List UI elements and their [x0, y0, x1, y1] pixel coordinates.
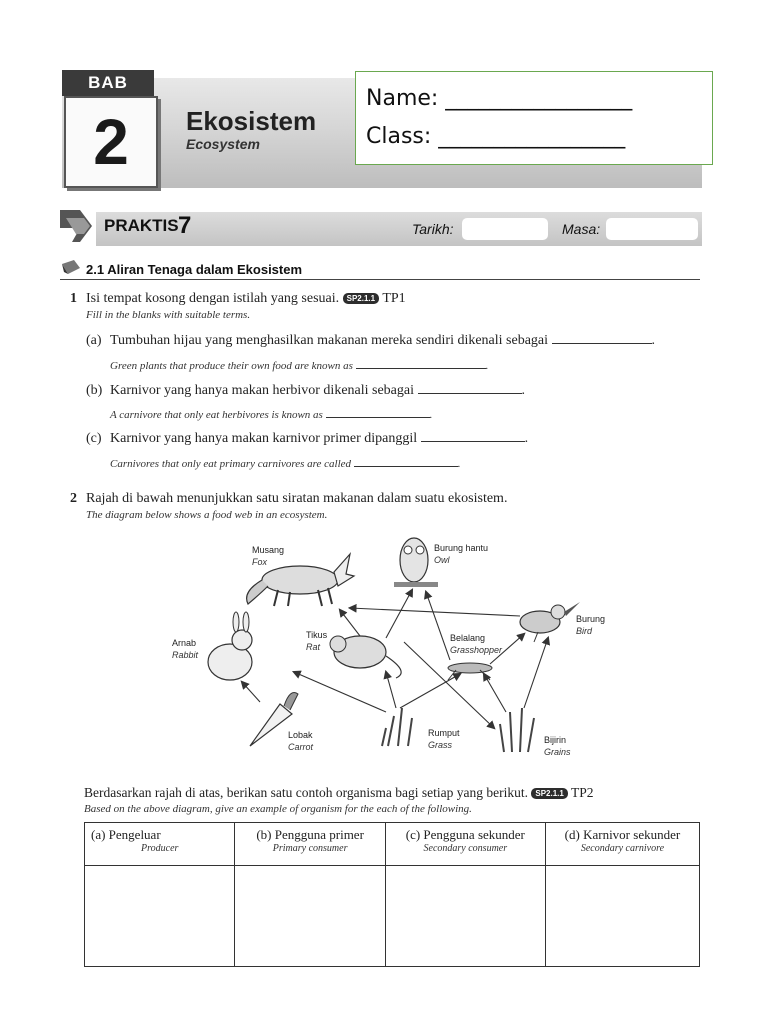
- q1b-text-en-line: A carnivore that only eat herbivores is known as .: [110, 409, 433, 421]
- q1a-text: Tumbuhan hijau yang menghasilkan makanan mereka sendiri dikenali sebagai .: [110, 333, 656, 348]
- header-secondary-consumer: (c) Pengguna sekunder: [405, 827, 525, 842]
- grains-illustration: [500, 708, 534, 752]
- q1a-text-en-line: Green plants that produce their own food are known as .: [110, 360, 489, 372]
- answer-cell-secondary-carnivore[interactable]: [545, 866, 699, 967]
- q1-instruction: [86, 291, 406, 307]
- header-secondary-consumer-en: Secondary consumer: [423, 843, 508, 854]
- answer-cell-primary-consumer[interactable]: [235, 866, 385, 967]
- fox-label: Musang: [252, 545, 285, 555]
- food-web-diagram: [150, 532, 600, 772]
- header-primary-consumer-en: Primary consumer: [272, 843, 348, 854]
- q1c-text: Karnivor yang hanya makan karnivor primer dipanggil .: [110, 431, 529, 446]
- q1b-text: Karnivor yang hanya makan herbivor dikenali sebagai .: [110, 383, 526, 398]
- q1-instruction-my: Isi tempat kosong dengan istilah yang sesuai.: [86, 291, 340, 306]
- q1c-text-en-line: Carnivores that only eat primary carnivores are called .: [110, 458, 461, 470]
- q1b-text-my: Karnivor yang hanya makan herbivor dikenali sebagai: [110, 383, 415, 398]
- fox-label-en: Fox: [252, 557, 268, 567]
- q1c-label: (c): [86, 431, 102, 446]
- q2-text-en: The diagram below shows a food web in an ecosystem.: [86, 509, 328, 521]
- class-field[interactable]: Class: _________________: [366, 124, 626, 149]
- section-divider: [60, 279, 700, 280]
- answer-cell-secondary-consumer[interactable]: [385, 866, 545, 967]
- pencil-icon: [60, 258, 82, 276]
- q1-badge: SP2.1.1: [343, 293, 379, 304]
- q2-text: Rajah di bawah menunjukkan satu siratan makanan dalam suatu ekosistem.: [86, 491, 508, 506]
- q1-tp: TP1: [382, 291, 406, 306]
- rabbit-label: Arnab: [172, 638, 197, 648]
- grass-illustration: [382, 708, 412, 746]
- owl-label-en: Owl: [434, 555, 450, 565]
- carrot-label: Lobak: [288, 730, 313, 740]
- carrot-label-en: Carrot: [288, 742, 314, 752]
- bird-illustration: [520, 602, 580, 642]
- q1c-blank[interactable]: [421, 440, 525, 442]
- grass-label: Rumput: [428, 728, 460, 738]
- owl-label: Burung hantu: [434, 543, 489, 553]
- q1c-text-en: Carnivores that only eat primary carnivores are called: [110, 458, 352, 470]
- q1-number: 1: [70, 291, 77, 306]
- section-title: 2.1 Aliran Tenaga dalam Ekosistem: [86, 262, 303, 277]
- rabbit-label-en: Rabbit: [172, 650, 199, 660]
- praktis-number: 7: [178, 212, 192, 239]
- date-field[interactable]: [462, 218, 548, 240]
- q2-followup: [84, 785, 593, 801]
- chapter-number-box: [64, 96, 158, 188]
- q2-followup-my: Berdasarkan rajah di atas, berikan satu contoh organisma bagi setiap yang berikut.: [84, 785, 528, 800]
- owl-illustration: [394, 538, 438, 587]
- rabbit-illustration: [208, 612, 252, 680]
- rat-label: Tikus: [306, 630, 328, 640]
- q1b-label: (b): [86, 383, 103, 398]
- q2-tp: TP2: [570, 785, 594, 800]
- grasshopper-label-en: Grasshopper: [450, 645, 503, 655]
- q1a-blank-en[interactable]: [356, 367, 486, 369]
- q1c-text-my: Karnivor yang hanya makan karnivor primer dipanggil: [110, 431, 418, 446]
- table-header-cell: [385, 823, 545, 866]
- q1c-blank-en[interactable]: [354, 465, 458, 467]
- grasshopper-label: Belalang: [450, 633, 486, 643]
- q1b-text-en: A carnivore that only eat herbivores is known as: [110, 409, 323, 421]
- table-header-cell: [85, 823, 235, 866]
- answer-cell-producer[interactable]: [85, 866, 235, 967]
- q1b-blank[interactable]: [418, 392, 522, 394]
- grass-label-en: Grass: [428, 740, 453, 750]
- q2-followup-en: Based on the above diagram, give an example of organism for the each of the following.: [84, 803, 472, 815]
- arrow-icon: [58, 206, 102, 246]
- chapter-bab-tab: BAB: [62, 70, 154, 96]
- header-primary-consumer: (b) Pengguna primer: [256, 827, 364, 842]
- q1a-text-my: Tumbuhan hijau yang menghasilkan makanan mereka sendiri dikenali sebagai: [110, 333, 549, 348]
- date-label: Tarikh:: [412, 221, 454, 237]
- q1a-text-en: Green plants that produce their own food are known as: [110, 360, 353, 372]
- name-field[interactable]: Name: _________________: [366, 86, 633, 111]
- bird-label-en: Bird: [576, 626, 593, 636]
- table-header-cell: [545, 823, 699, 866]
- header-secondary-carnivore: (d) Karnivor sekunder: [564, 827, 681, 842]
- bird-label: Burung: [576, 614, 606, 624]
- table-answer-row: [85, 866, 700, 967]
- student-info-box: [355, 71, 713, 165]
- chapter-number: 2: [93, 106, 129, 178]
- table-header-row: [85, 823, 700, 866]
- chapter-subtitle: Ecosystem: [186, 136, 260, 152]
- time-field[interactable]: [606, 218, 698, 240]
- rat-label-en: Rat: [306, 642, 321, 652]
- q1a-label: (a): [86, 333, 102, 348]
- q1b-blank-en[interactable]: [326, 416, 430, 418]
- header-producer-en: Producer: [141, 843, 179, 854]
- header-secondary-carnivore-en: Secondary carnivore: [580, 843, 665, 854]
- praktis-title: PRAKTIS: [104, 216, 179, 235]
- answer-table: [84, 822, 700, 967]
- rat-illustration: [330, 636, 401, 678]
- q1a-blank[interactable]: [552, 342, 652, 344]
- chapter-title: Ekosistem: [186, 106, 317, 136]
- q2-number: 2: [70, 491, 77, 506]
- header-producer: (a) Pengeluar: [91, 827, 161, 842]
- q2-badge: SP2.1.1: [531, 788, 567, 799]
- time-label: Masa:: [562, 221, 601, 237]
- q1-instruction-en: Fill in the blanks with suitable terms.: [86, 309, 251, 321]
- grains-label-en: Grains: [544, 747, 571, 757]
- table-header-cell: [235, 823, 385, 866]
- grains-label: Bijirin: [544, 735, 567, 745]
